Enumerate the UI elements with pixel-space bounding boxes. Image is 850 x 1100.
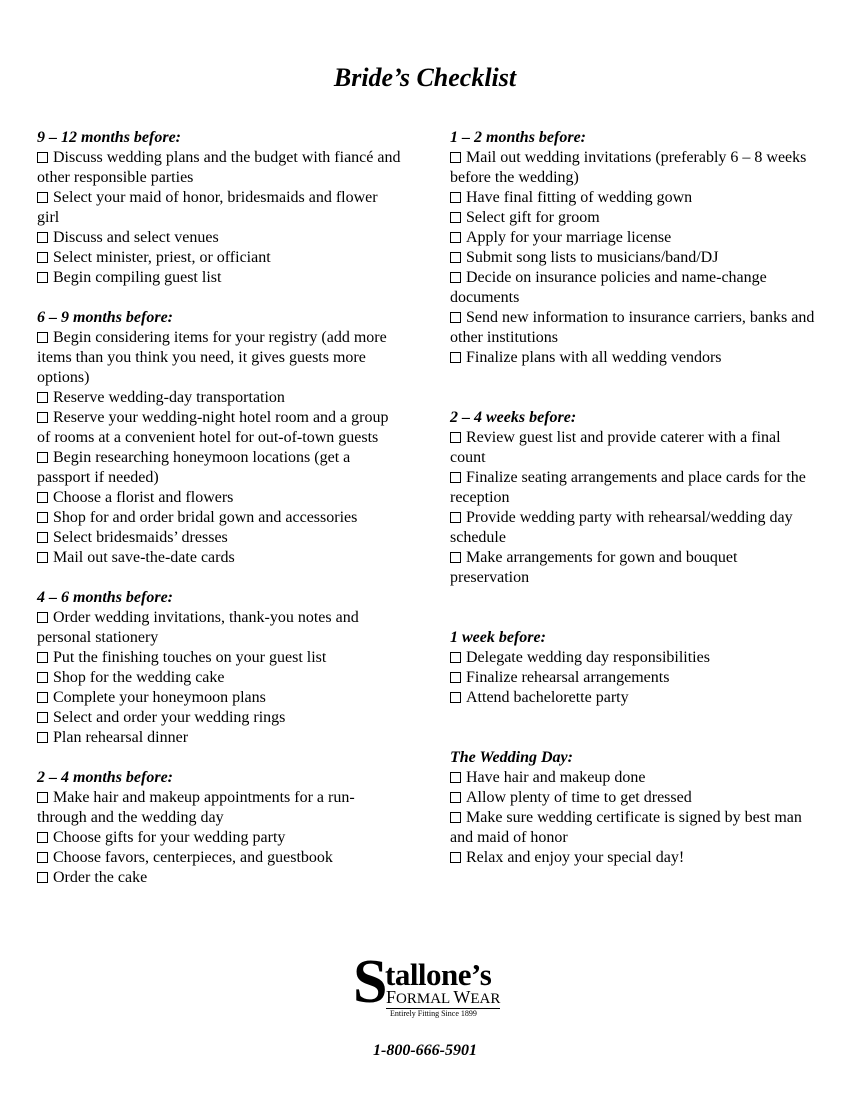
checklist-item[interactable]: Shop for and order bridal gown and accessories <box>37 508 402 528</box>
checklist-item[interactable]: Mail out wedding invitations (preferably 6 – 8 weeks before the wedding) <box>450 149 807 186</box>
checklist-item[interactable]: Begin considering items for your registry (add more items than you think you need, it gives guests more options) <box>37 329 387 386</box>
checklist-item[interactable]: Choose favors, centerpieces, and guestbook <box>37 848 402 868</box>
checklist-item[interactable]: Make sure wedding certificate is signed by best man and maid of honor <box>450 809 802 846</box>
checkbox-icon[interactable] <box>450 772 461 783</box>
section-heading: 2 – 4 weeks before: <box>450 409 577 426</box>
section-1-2-months <box>450 128 820 368</box>
checklist-item[interactable]: Delegate wedding day responsibilities <box>450 648 820 668</box>
checkbox-icon[interactable] <box>37 712 48 723</box>
checklist-item[interactable]: Complete your honeymoon plans <box>37 688 402 708</box>
checklist-item[interactable]: Select bridesmaids’ dresses <box>37 528 402 548</box>
checklist-item[interactable]: Have final fitting of wedding gown <box>450 188 820 208</box>
checklist-item[interactable]: Select your maid of honor, bridesmaids and flower girl <box>37 189 378 226</box>
checkbox-icon[interactable] <box>37 552 48 563</box>
checklist-item[interactable]: Discuss and select venues <box>37 228 402 248</box>
checklist-item[interactable]: Select and order your wedding rings <box>37 708 402 728</box>
checkbox-icon[interactable] <box>450 192 461 203</box>
checklist-item[interactable]: Attend bachelorette party <box>450 688 820 708</box>
checklist-item[interactable]: Decide on insurance policies and name-change documents <box>450 269 767 306</box>
section-heading: 9 – 12 months before: <box>37 129 181 146</box>
section-heading: 1 week before: <box>450 629 546 646</box>
section-heading: 1 – 2 months before: <box>450 129 586 146</box>
phone-number: 1-800-666-5901 <box>373 1042 477 1059</box>
checklist-item[interactable]: Choose a florist and flowers <box>37 488 402 508</box>
checklist-item[interactable]: Apply for your marriage license <box>450 228 820 248</box>
checklist-item[interactable]: Relax and enjoy your special day! <box>450 848 820 868</box>
checkbox-icon[interactable] <box>37 492 48 503</box>
checkbox-icon[interactable] <box>450 232 461 243</box>
checklist-item[interactable]: Plan rehearsal dinner <box>37 728 402 748</box>
section-heading: 2 – 4 months before: <box>37 769 173 786</box>
checkbox-icon[interactable] <box>37 232 48 243</box>
section-6-9-months <box>37 308 402 568</box>
checklist-item[interactable]: Have hair and makeup done <box>450 768 820 788</box>
section-heading: 6 – 9 months before: <box>37 309 173 326</box>
checkbox-icon[interactable] <box>450 512 461 523</box>
checklist-item[interactable]: Make hair and makeup appointments for a run-through and the wedding day <box>37 789 355 826</box>
checkbox-icon[interactable] <box>37 452 48 463</box>
section-9-12-months <box>37 128 402 288</box>
section-wedding-day <box>450 748 820 868</box>
checkbox-icon[interactable] <box>37 672 48 683</box>
checkbox-icon[interactable] <box>450 312 461 323</box>
checkbox-icon[interactable] <box>37 412 48 423</box>
logo-name: tallone’s <box>385 957 492 992</box>
checklist-item[interactable]: Finalize plans with all wedding vendors <box>450 348 820 368</box>
checklist-item[interactable]: Provide wedding party with rehearsal/wedding day schedule <box>450 509 793 546</box>
checklist-item[interactable]: Discuss wedding plans and the budget with fiancé and other responsible parties <box>37 149 401 186</box>
checklist-item[interactable]: Submit song lists to musicians/band/DJ <box>450 248 820 268</box>
checkbox-icon[interactable] <box>37 332 48 343</box>
checklist-item[interactable]: Finalize seating arrangements and place cards for the reception <box>450 469 806 506</box>
checklist-item[interactable]: Make arrangements for gown and bouquet preservation <box>450 549 738 586</box>
checklist-item[interactable]: Reserve wedding-day transportation <box>37 388 402 408</box>
checklist-item[interactable]: Choose gifts for your wedding party <box>37 828 402 848</box>
checkbox-icon[interactable] <box>450 212 461 223</box>
section-heading: 4 – 6 months before: <box>37 589 173 606</box>
checkbox-icon[interactable] <box>37 512 48 523</box>
checklist-item[interactable]: Select gift for groom <box>450 208 820 228</box>
checklist-item[interactable]: Put the finishing touches on your guest list <box>37 648 402 668</box>
checkbox-icon[interactable] <box>37 692 48 703</box>
checklist-item[interactable]: Reserve your wedding-night hotel room and a group of rooms at a convenient hotel for out-of-town guests <box>37 409 389 446</box>
checkbox-icon[interactable] <box>37 152 48 163</box>
checkbox-icon[interactable] <box>450 252 461 263</box>
checklist-item[interactable]: Mail out save-the-date cards <box>37 548 402 568</box>
right-column <box>450 128 820 868</box>
checkbox-icon[interactable] <box>450 852 461 863</box>
checklist-item[interactable]: Begin compiling guest list <box>37 268 402 288</box>
checkbox-icon[interactable] <box>37 612 48 623</box>
checklist-item[interactable]: Select minister, priest, or officiant <box>37 248 402 268</box>
checklist-item[interactable]: Review guest list and provide caterer with a final count <box>450 429 781 466</box>
checklist-item[interactable]: Order wedding invitations, thank-you notes and personal stationery <box>37 609 359 646</box>
logo-initial: S <box>353 948 386 1016</box>
section-2-4-months <box>37 768 402 888</box>
logo-formal-wear: FORMAL WEAR <box>386 987 501 1007</box>
checklist-item[interactable]: Shop for the wedding cake <box>37 668 402 688</box>
checkbox-icon[interactable] <box>450 272 461 283</box>
checkbox-icon[interactable] <box>450 552 461 563</box>
logo-tagline: Entirely Fitting Since 1899 <box>390 1009 477 1018</box>
section-1-week <box>450 628 820 708</box>
checklist-item[interactable]: Begin researching honeymoon locations (get a passport if needed) <box>37 449 351 486</box>
checkbox-icon[interactable] <box>450 472 461 483</box>
checkbox-icon[interactable] <box>37 272 48 283</box>
checkbox-icon[interactable] <box>37 192 48 203</box>
page-title: Bride’s Checklist <box>333 63 517 92</box>
checklist-item[interactable]: Send new information to insurance carriers, banks and other institutions <box>450 309 815 346</box>
checklist-item[interactable]: Finalize rehearsal arrangements <box>450 668 820 688</box>
section-2-4-weeks <box>450 408 820 588</box>
checkbox-icon[interactable] <box>450 652 461 663</box>
checkbox-icon[interactable] <box>37 392 48 403</box>
checkbox-icon[interactable] <box>450 692 461 703</box>
checkbox-icon[interactable] <box>37 792 48 803</box>
left-column <box>37 128 402 888</box>
section-4-6-months <box>37 588 402 748</box>
checkbox-icon[interactable] <box>37 872 48 883</box>
checklist-item[interactable]: Order the cake <box>37 868 402 888</box>
stallones-logo <box>353 948 501 1022</box>
checkbox-icon[interactable] <box>37 852 48 863</box>
checkbox-icon[interactable] <box>450 672 461 683</box>
checkbox-icon[interactable] <box>37 832 48 843</box>
checkbox-icon[interactable] <box>37 732 48 743</box>
checkbox-icon[interactable] <box>450 792 461 803</box>
checkbox-icon[interactable] <box>450 432 461 443</box>
section-heading: The Wedding Day: <box>450 749 573 766</box>
checkbox-icon[interactable] <box>37 532 48 543</box>
checkbox-icon[interactable] <box>450 152 461 163</box>
checklist-item[interactable]: Allow plenty of time to get dressed <box>450 788 820 808</box>
checkbox-icon[interactable] <box>450 812 461 823</box>
checkbox-icon[interactable] <box>37 252 48 263</box>
checkbox-icon[interactable] <box>37 652 48 663</box>
checkbox-icon[interactable] <box>450 352 461 363</box>
